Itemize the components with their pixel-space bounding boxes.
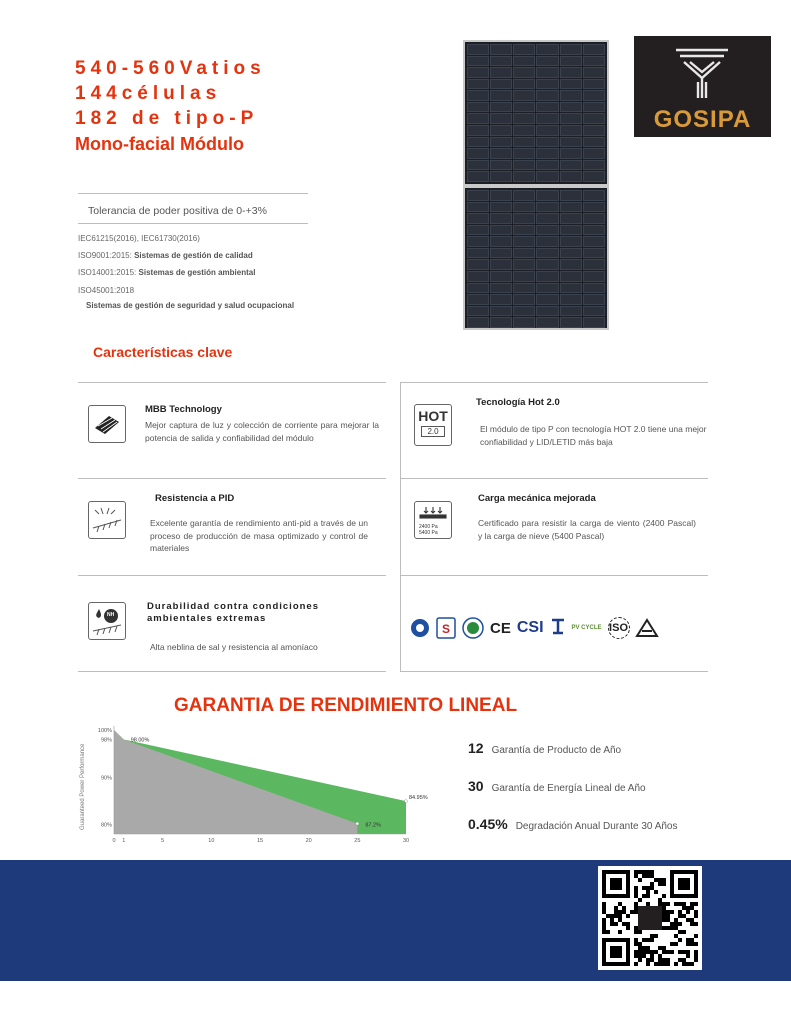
divider (78, 223, 308, 224)
tuv-badge-icon (410, 618, 430, 638)
cert-code: ISO9001:2015: (78, 251, 132, 260)
durability-icon: NH (88, 602, 126, 640)
solar-panel-image (463, 40, 609, 330)
wattage-title: 540-560Vatios (75, 58, 266, 79)
load-title: Carga mecánica mejorada (478, 493, 596, 504)
data-label: 84.95% (409, 795, 428, 802)
logo-mark-icon (672, 44, 732, 100)
qr-code-icon (602, 870, 698, 966)
qr-code[interactable] (598, 866, 702, 970)
warranty-chart (78, 722, 428, 852)
cells-title: 144células (75, 83, 222, 104)
x-tick-label: 0 (112, 838, 116, 844)
tolerance-text: Tolerancia de poder positiva de 0-+3% (88, 205, 267, 217)
gosipa-logo (634, 36, 771, 137)
durability-title: Durabilidad contra condiciones ambientales extremas (147, 601, 319, 624)
warranty-title: GARANTIA DE RENDIMIENTO LINEAL (174, 695, 518, 716)
divider (400, 382, 708, 383)
logo-text: GOSIPA (653, 106, 752, 133)
pid-desc: Excelente garantía de rendimiento anti-pid a través de un proceso de producción de masa optimizado y control de materiales (150, 518, 368, 553)
x-tick-label: 10 (208, 838, 215, 844)
x-tick-label: 20 (305, 838, 312, 844)
iso-badge: ISO (608, 617, 630, 639)
warranty-item: 12 Garantía de Producto de Año (468, 740, 622, 756)
warranty-item: 0.45% Degradación Anual Durante 30 Años (468, 816, 678, 832)
cert-code: ISO14001:2015: (78, 268, 137, 277)
durability-desc: Alta neblina de sal y resistencia al amoníaco (150, 642, 318, 652)
key-features-title: Características clave (93, 344, 233, 360)
y-tick-label: 80% (100, 822, 112, 829)
pv-cycle-badge: PV CYCLE (571, 625, 602, 631)
pid-icon (88, 501, 126, 539)
mbb-title: MBB Technology (145, 404, 222, 415)
data-label: 87.2% (365, 822, 381, 829)
cert-iso14001 (78, 268, 255, 277)
y-tick-label: 100% (97, 728, 112, 734)
hot-icon: HOT 2.0 (414, 404, 452, 446)
type-title: 182 de tipo-P (75, 108, 259, 129)
cert-iec: IEC61215(2016), IEC61730(2016) (78, 234, 200, 243)
cert-iso45001: ISO45001:2018 (78, 286, 135, 295)
hot-desc: El módulo de tipo P con tecnología HOT 2.0 tiene una mejor confiabilidad y LID/LETID más baja (480, 424, 707, 447)
y-tick-label: 98% (100, 737, 112, 744)
x-tick-label: 1 (122, 838, 126, 844)
data-label: 98.00% (130, 737, 150, 744)
seal-badge-icon (436, 617, 456, 639)
load-desc: Certificado para resistir la carga de viento (2400 Pascal) y la carga de nieve (5400 Pascal) (478, 518, 696, 541)
mbb-desc: Mejor captura de luz y colección de corriente para mejorar la potencia de salida y confiabilidad del módulo (145, 420, 379, 443)
divider (78, 575, 386, 576)
warranty-item: 30 Garantía de Energía Lineal de Año (468, 778, 646, 794)
x-tick-label: 15 (256, 838, 264, 844)
mbb-icon (88, 405, 126, 443)
cert-desc: Sistemas de gestión ambiental (138, 268, 256, 277)
x-tick-label: 30 (402, 838, 410, 844)
module-title: Mono-facial Módulo (75, 134, 244, 154)
divider (400, 575, 708, 576)
divider (400, 671, 708, 672)
divider (78, 382, 386, 383)
svg-text:S: S (441, 622, 451, 636)
triangle-badge-icon (636, 618, 658, 638)
divider (78, 671, 386, 672)
divider (78, 193, 308, 194)
y-tick-label: 90% (100, 775, 112, 782)
inmetro-badge-icon (550, 617, 566, 639)
cert-iso9001 (78, 251, 253, 260)
x-tick-label: 25 (354, 838, 361, 844)
cert-desc: Sistemas de gestión de calidad (134, 251, 253, 260)
chart-y-label: Guaranteed Power Performance (80, 743, 86, 830)
csi-badge: CSI (516, 619, 544, 636)
cert-safety: Sistemas de gestión de seguridad y salud ocupacional (86, 301, 295, 310)
column-divider (400, 382, 401, 672)
divider (78, 478, 386, 479)
certification-badges (410, 616, 720, 640)
ce-badge: CE (490, 619, 511, 637)
pid-title: Resistencia a PID (155, 493, 235, 504)
data-point (405, 800, 408, 803)
globe-badge-icon (462, 617, 484, 639)
x-tick-label: 5 (161, 838, 165, 844)
divider (400, 478, 708, 479)
load-icon: 2400 Pa 5400 Pa (414, 501, 452, 539)
data-point (356, 822, 359, 825)
hot-title: Tecnología Hot 2.0 (476, 397, 560, 408)
